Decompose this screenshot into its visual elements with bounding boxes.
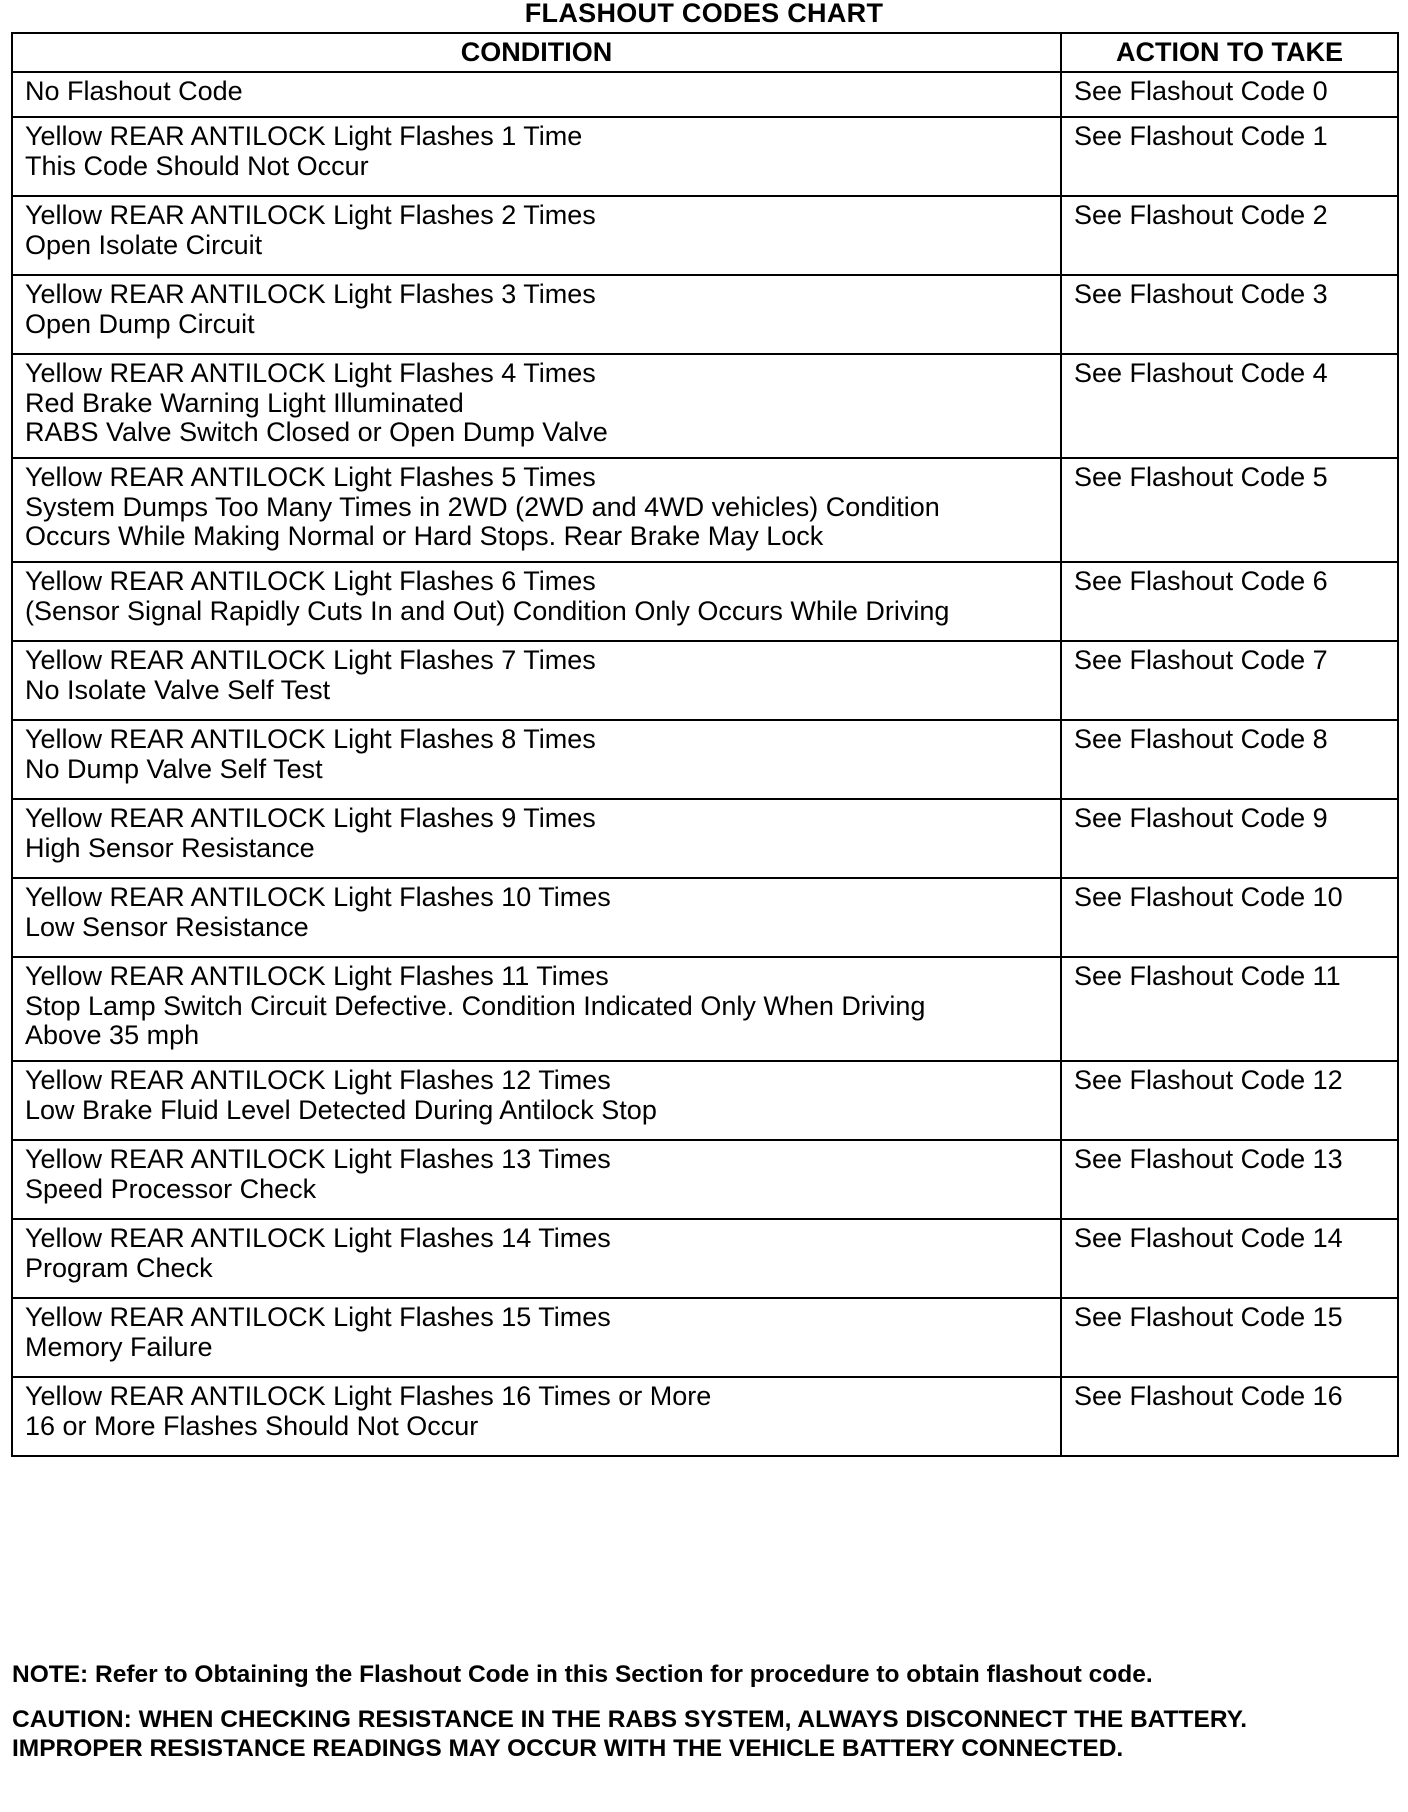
table-row (12, 1377, 1398, 1456)
table-row (12, 1219, 1398, 1298)
caution-line-1: CAUTION: WHEN CHECKING RESISTANCE IN THE RABS SYSTEM, ALWAYS DISCONNECT THE BATTERY. (12, 1706, 1248, 1733)
action-text: See Flashout Code 3 (1074, 279, 1328, 309)
action-cell (1061, 1061, 1398, 1140)
condition-cell (12, 878, 1061, 957)
condition-cell (12, 799, 1061, 878)
condition-cell (12, 1061, 1061, 1140)
action-text: See Flashout Code 2 (1074, 200, 1328, 230)
action-text: See Flashout Code 9 (1074, 803, 1328, 833)
condition-line: RABS Valve Switch Closed or Open Dump Valve (25, 417, 608, 447)
condition-line: Yellow REAR ANTILOCK Light Flashes 8 Times (25, 724, 596, 754)
condition-line: System Dumps Too Many Times in 2WD (2WD and 4WD vehicles) Condition (25, 491, 940, 522)
action-cell (1061, 354, 1398, 458)
page-title: FLASHOUT CODES CHART (524, 0, 884, 28)
action-text: See Flashout Code 13 (1074, 1144, 1343, 1174)
header-action: ACTION TO TAKE (1061, 33, 1398, 72)
action-text: See Flashout Code 11 (1074, 961, 1341, 991)
condition-line: Occurs While Making Normal or Hard Stops. Rear Brake May Lock (25, 521, 824, 551)
action-cell (1061, 1377, 1398, 1456)
condition-cell (12, 1298, 1061, 1377)
condition-line: No Isolate Valve Self Test (25, 674, 331, 705)
action-cell (1061, 799, 1398, 878)
condition-line: Yellow REAR ANTILOCK Light Flashes 4 Times (25, 358, 596, 388)
condition-line: Yellow REAR ANTILOCK Light Flashes 5 Times (25, 462, 596, 492)
table-row (12, 562, 1398, 641)
condition-line: Yellow REAR ANTILOCK Light Flashes 1 Time (25, 121, 583, 151)
condition-line: This Code Should Not Occur (25, 150, 369, 181)
condition-line: Stop Lamp Switch Circuit Defective. Condition Indicated Only When Driving (25, 990, 926, 1021)
note-text: NOTE: Refer to Obtaining the Flashout Code in this Section for procedure to obtain flashout code. (12, 1661, 1153, 1688)
caution-line-2: IMPROPER RESISTANCE READINGS MAY OCCUR WITH THE VEHICLE BATTERY CONNECTED. (12, 1735, 1124, 1762)
action-cell (1061, 1219, 1398, 1298)
condition-line: Memory Failure (25, 1331, 213, 1362)
condition-cell (12, 196, 1061, 275)
table-row (12, 878, 1398, 957)
condition-line: Yellow REAR ANTILOCK Light Flashes 12 Times (25, 1065, 611, 1095)
condition-line: Yellow REAR ANTILOCK Light Flashes 10 Times (25, 882, 611, 912)
condition-line: Yellow REAR ANTILOCK Light Flashes 9 Times (25, 803, 596, 833)
action-text: See Flashout Code 10 (1074, 882, 1343, 912)
action-text: See Flashout Code 8 (1074, 724, 1328, 754)
action-cell (1061, 196, 1398, 275)
condition-line: Yellow REAR ANTILOCK Light Flashes 6 Times (25, 566, 596, 596)
condition-line: Yellow REAR ANTILOCK Light Flashes 13 Times (25, 1144, 611, 1174)
condition-line: Low Brake Fluid Level Detected During Antilock Stop (25, 1094, 657, 1125)
table-row (12, 117, 1398, 196)
table-row (12, 354, 1398, 458)
condition-line: 16 or More Flashes Should Not Occur (25, 1410, 479, 1441)
table-row (12, 957, 1398, 1061)
condition-cell (12, 641, 1061, 720)
action-text: See Flashout Code 14 (1074, 1223, 1343, 1253)
condition-line: (Sensor Signal Rapidly Cuts In and Out) Condition Only Occurs While Driving (25, 595, 950, 626)
action-text: See Flashout Code 4 (1074, 358, 1328, 388)
condition-line: Yellow REAR ANTILOCK Light Flashes 15 Times (25, 1302, 611, 1332)
condition-line: Open Isolate Circuit (25, 229, 263, 260)
action-cell (1061, 641, 1398, 720)
table-row (12, 72, 1398, 117)
action-text: See Flashout Code 6 (1074, 566, 1328, 596)
table-body (12, 72, 1398, 1456)
condition-line: Yellow REAR ANTILOCK Light Flashes 2 Times (25, 200, 596, 230)
condition-line: Speed Processor Check (25, 1173, 317, 1204)
condition-line: High Sensor Resistance (25, 832, 315, 863)
action-text: See Flashout Code 1 (1074, 121, 1328, 151)
condition-line: Yellow REAR ANTILOCK Light Flashes 3 Times (25, 279, 596, 309)
condition-cell (12, 354, 1061, 458)
action-cell (1061, 720, 1398, 799)
header-condition: CONDITION (12, 33, 1061, 72)
table-row (12, 799, 1398, 878)
condition-line: Open Dump Circuit (25, 308, 255, 339)
condition-line: Low Sensor Resistance (25, 911, 309, 942)
table-row (12, 1140, 1398, 1219)
flashout-codes-table (11, 32, 1399, 1457)
action-text: See Flashout Code 15 (1074, 1302, 1343, 1332)
condition-line: Red Brake Warning Light Illuminated (25, 387, 464, 418)
action-text: See Flashout Code 7 (1074, 645, 1328, 675)
condition-line: Program Check (25, 1252, 213, 1283)
condition-cell (12, 1219, 1061, 1298)
action-cell (1061, 1140, 1398, 1219)
action-cell (1061, 562, 1398, 641)
condition-cell (12, 117, 1061, 196)
action-text: See Flashout Code 5 (1074, 462, 1328, 492)
condition-line: No Dump Valve Self Test (25, 753, 323, 784)
condition-cell (12, 957, 1061, 1061)
action-cell (1061, 957, 1398, 1061)
condition-cell (12, 562, 1061, 641)
condition-cell (12, 720, 1061, 799)
action-cell (1061, 275, 1398, 354)
table-header-row (12, 33, 1398, 72)
action-cell (1061, 117, 1398, 196)
condition-line: Yellow REAR ANTILOCK Light Flashes 16 Times or More (25, 1381, 712, 1411)
table-row (12, 196, 1398, 275)
action-text: See Flashout Code 12 (1074, 1065, 1343, 1095)
action-cell (1061, 1298, 1398, 1377)
condition-line: Yellow REAR ANTILOCK Light Flashes 7 Times (25, 645, 596, 675)
condition-cell (12, 1140, 1061, 1219)
action-text: See Flashout Code 0 (1074, 76, 1328, 106)
table-row (12, 458, 1398, 562)
condition-cell (12, 1377, 1061, 1456)
table-row (12, 720, 1398, 799)
condition-line: Yellow REAR ANTILOCK Light Flashes 14 Times (25, 1223, 611, 1253)
caution-text (12, 1705, 1402, 1763)
table-row (12, 641, 1398, 720)
condition-line: Yellow REAR ANTILOCK Light Flashes 11 Times (25, 961, 609, 991)
condition-cell (12, 275, 1061, 354)
action-cell (1061, 878, 1398, 957)
action-cell (1061, 458, 1398, 562)
condition-line: Above 35 mph (25, 1020, 200, 1050)
condition-cell (12, 458, 1061, 562)
condition-line: No Flashout Code (25, 76, 243, 106)
condition-cell (12, 72, 1061, 117)
action-cell (1061, 72, 1398, 117)
table-row (12, 1298, 1398, 1377)
table-row (12, 1061, 1398, 1140)
action-text: See Flashout Code 16 (1074, 1381, 1343, 1411)
table-row (12, 275, 1398, 354)
